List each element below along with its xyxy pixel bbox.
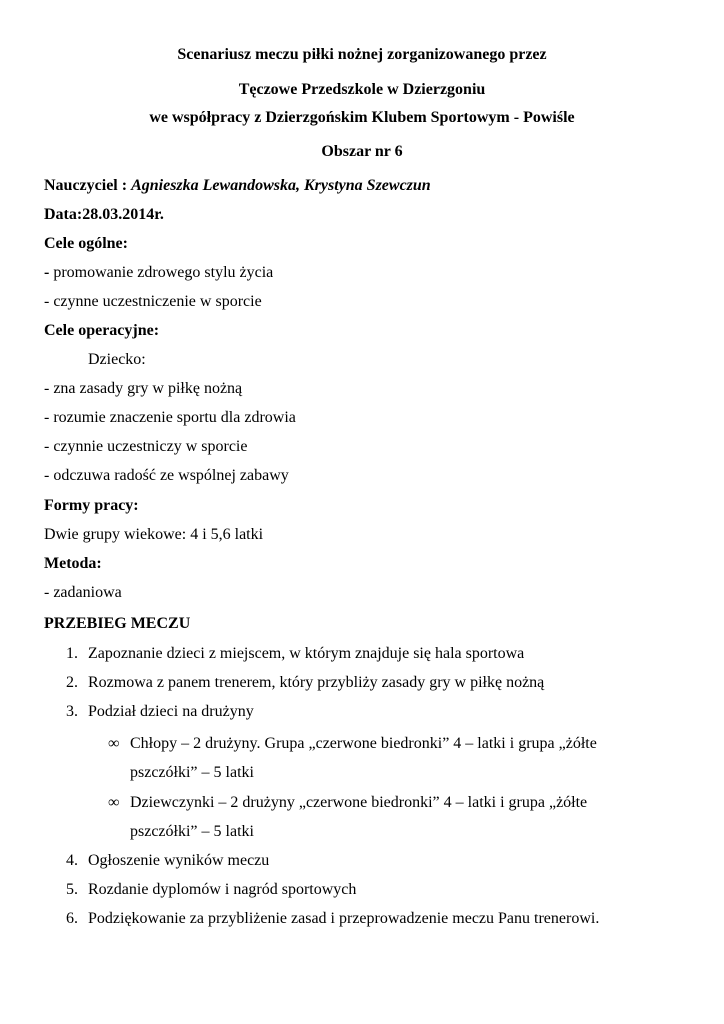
step-number: 2.	[66, 674, 78, 691]
operational-goals-heading: Cele operacyjne:	[44, 322, 160, 339]
operational-goal-item: - odczuwa radość ze wspólnej zabawy	[44, 467, 289, 484]
step-text: Ogłoszenie wyników meczu	[88, 852, 270, 869]
step-item	[66, 673, 544, 693]
date: Data:28.03.2014r.	[44, 206, 164, 223]
title-line-1: Scenariusz meczu piłki nożnej zorganizowanego przez	[177, 46, 547, 63]
step-text: Rozdanie dyplomów i nagród sportowych	[88, 881, 357, 898]
step-number: 6.	[66, 910, 78, 927]
operational-goal-item: - czynnie uczestniczy w sporcie	[44, 438, 248, 455]
step-item	[66, 909, 599, 929]
sub-item-text: Chłopy – 2 drużyny. Grupa „czerwone biedronki” 4 – latki i grupa „żółte	[130, 735, 597, 752]
match-course-heading: PRZEBIEG MECZU	[44, 615, 191, 632]
operational-goal-item: - zna zasady gry w piłkę nożną	[44, 380, 243, 397]
teacher-line	[44, 176, 431, 196]
area-number: Obszar nr 6	[321, 143, 403, 160]
work-forms-heading: Formy pracy:	[44, 497, 139, 514]
step-text: Rozmowa z panem trenerem, który przybliży zasady gry w piłkę nożną	[88, 674, 545, 691]
step-text: Podziękowanie za przybliżenie zasad i przeprowadzenie meczu Panu trenerowi.	[88, 910, 600, 927]
operational-goals-subject: Dziecko:	[88, 351, 146, 368]
teacher-label: Nauczyciel :	[44, 177, 132, 194]
general-goal-dash: -	[44, 264, 50, 281]
sub-item	[108, 734, 597, 754]
step-item	[66, 702, 254, 722]
sub-item-continuation: pszczółki” – 5 latki	[130, 823, 254, 840]
step-item	[66, 851, 269, 871]
title-line-2: Tęczowe Przedszkole w Dzierzgoniu	[238, 81, 486, 98]
title-line-3: we współpracy z Dzierzgońskim Klubem Sportowym - Powiśle	[149, 109, 575, 126]
step-text: Zapoznanie dzieci z miejscem, w którym znajduje się hala sportowa	[88, 645, 525, 662]
sub-item	[108, 793, 587, 813]
step-item	[66, 880, 356, 900]
sub-item-text: Dziewczynki – 2 drużyny „czerwone biedronki” 4 – latki i grupa „żółte	[130, 794, 588, 811]
general-goal-text: promowanie zdrowego stylu życia	[49, 264, 274, 281]
method-heading: Metoda:	[44, 555, 102, 572]
step-number: 3.	[66, 703, 78, 720]
general-goals-heading: Cele ogólne:	[44, 235, 128, 252]
step-number: 4.	[66, 852, 78, 869]
work-forms-text: Dwie grupy wiekowe: 4 i 5,6 latki	[44, 526, 264, 543]
step-text: Podział dzieci na drużyny	[88, 703, 254, 720]
infinity-bullet-icon: ∞	[108, 735, 120, 752]
sub-item-continuation: pszczółki” – 5 latki	[130, 764, 254, 781]
general-goal-item: - czynne uczestniczenie w sporcie	[44, 293, 262, 310]
operational-goal-item: - rozumie znaczenie sportu dla zdrowia	[44, 409, 296, 426]
step-number: 1.	[66, 645, 78, 662]
method-text: - zadaniowa	[44, 584, 122, 601]
step-number: 5.	[66, 881, 78, 898]
general-goal-item	[44, 263, 273, 283]
teacher-names: Agnieszka Lewandowska, Krystyna Szewczun	[131, 177, 431, 194]
step-item	[66, 644, 524, 664]
infinity-bullet-icon: ∞	[108, 794, 120, 811]
